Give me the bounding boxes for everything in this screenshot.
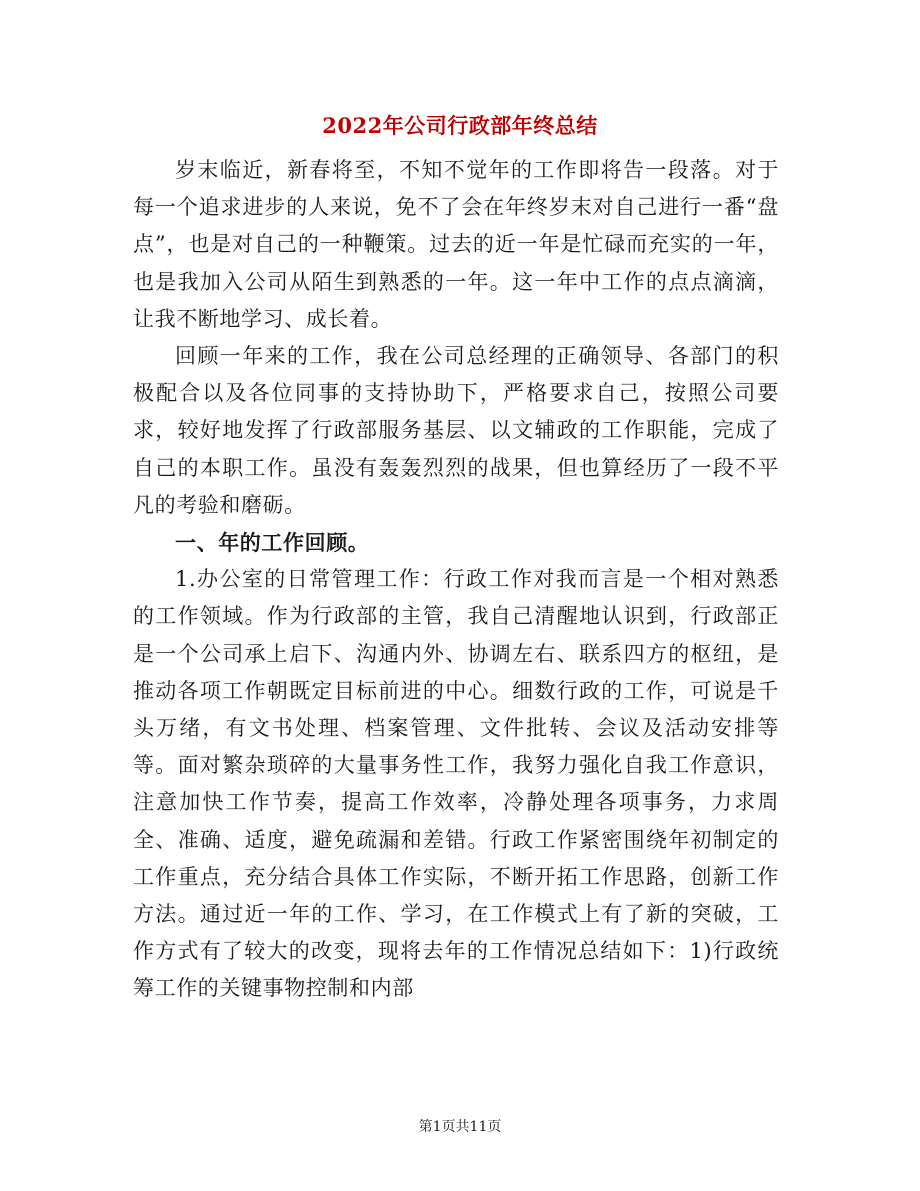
section-paragraph: 1.办公室的日常管理工作：行政工作对我而言是一个相对熟悉的工作领域。作为行政部的主管，我自己清醒地认识到，行政部正是一个公司承上启下、沟通内外、协调左右、联系四方的枢纽，是推动各项工作朝既定目标前进的中心。细数行政的工作，可说是千头万绪，有文书处理、档案管理、文件批转、会议及活动安排等等。面对繁杂琐碎的大量事务性工作，我努力强化自我工作意识，注意加快工作节奏，提高工作效率，冷静处理各项事务，力求周全、准确、适度，避免疏漏和差错。行政工作紧密围绕年初制定的工作重点，充分结合具体工作实际，不断开拓工作思路，创新工作方法。通过近一年的工作、学习，在工作模式上有了新的突破，工作方式有了较大的改变，现将去年的工作情况总结如下：1)行政统筹工作的关键事物控制和内部 [133,567,779,1001]
page-number: 第1页共11页 [418,1119,502,1135]
document-body [133,152,779,1008]
review-paragraph: 回顾一年来的工作，我在公司总经理的正确领导、各部门的积极配合以及各位同事的支持协助下，严格要求自己，按照公司要求，较好地发挥了行政部服务基层、以文辅政的工作职能，完成了自己的本职工作。虽没有轰轰烈烈的战果，但也算经历了一段不平凡的考验和磨砺。 [133,344,779,517]
document-title: 2022年公司行政部年终总结 [322,113,598,138]
intro-paragraph: 岁末临近，新春将至，不知不觉年的工作即将告一段落。对于每一个追求进步的人来说，免不了会在年终岁末对自己进行一番“盘点”，也是对自己的一种鞭策。过去的近一年是忙碌而充实的一年，也是我加入公司从陌生到熟悉的一年。这一年中工作的点点滴滴，让我不断地学习、成长着。 [133,158,779,331]
section-heading: 一、年的工作回顾。 [175,530,370,556]
